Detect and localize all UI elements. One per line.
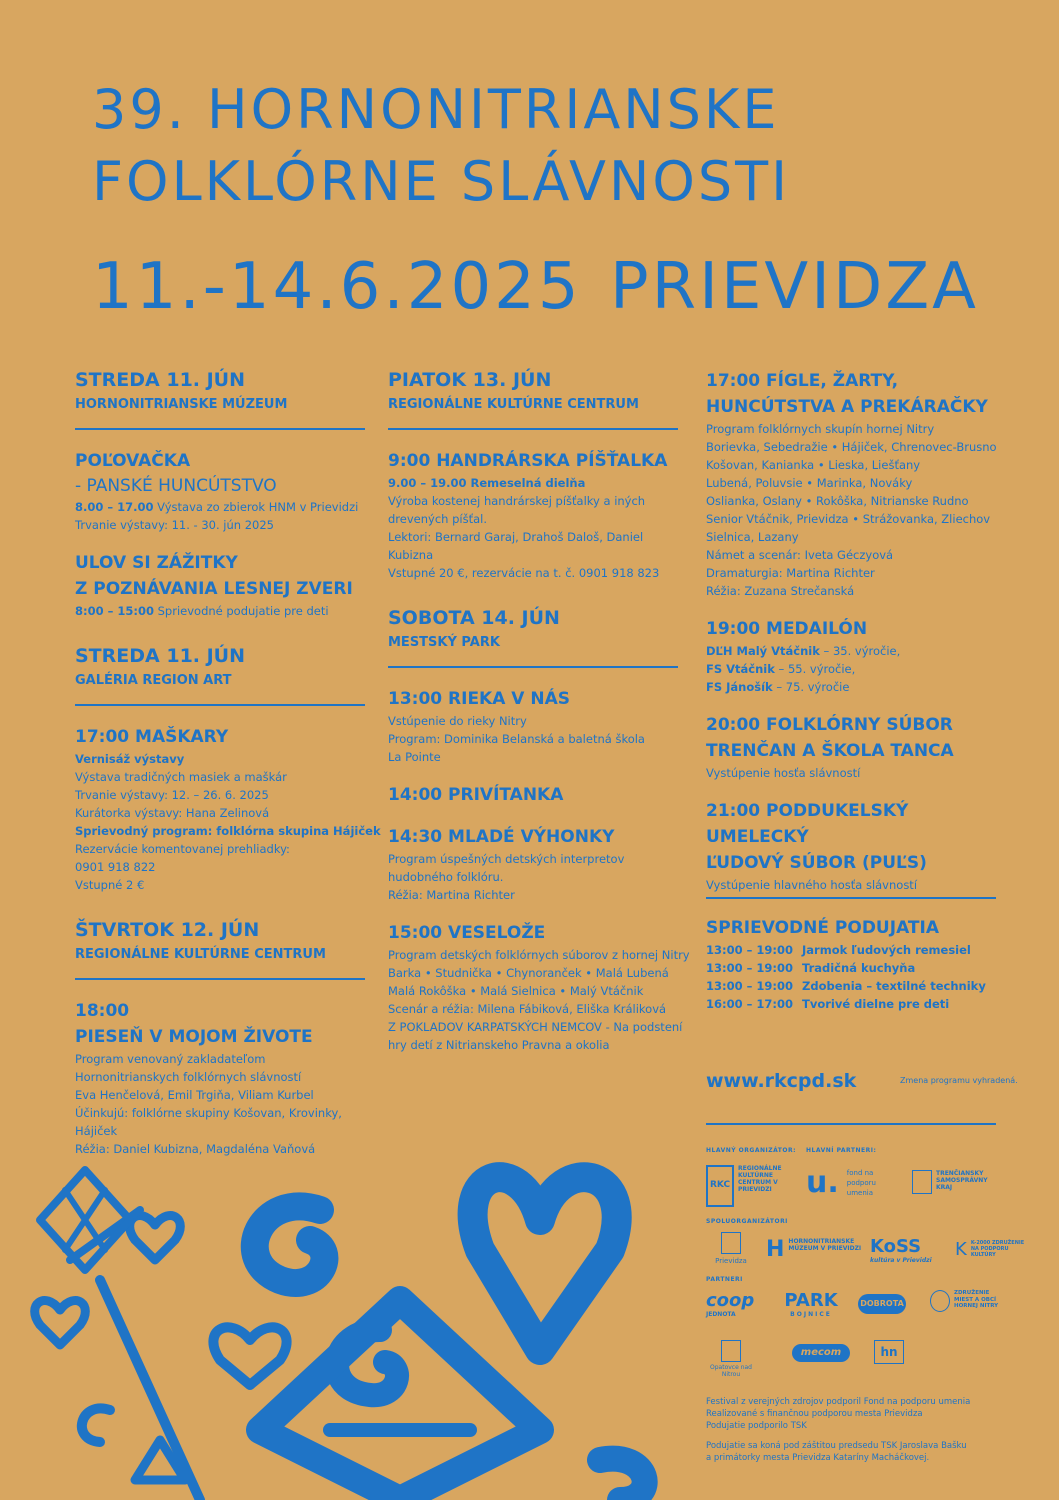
event-time: 8.00 – 17.00 bbox=[75, 500, 154, 514]
folk-ornament-decoration bbox=[0, 1130, 700, 1500]
program-change-note: Zmena programu vyhradená. bbox=[900, 1076, 1018, 1085]
event-detail: Eva Henčelová, Emil Trgiňa, Viliam Kurbel bbox=[75, 1088, 314, 1102]
spiral-ornament bbox=[600, 1459, 645, 1500]
koss-logo bbox=[870, 1238, 940, 1265]
cross-ornament bbox=[65, 1190, 105, 1250]
event-detail: Borievka, Sebedražie • Hájiček, Chrenovec-Brusno bbox=[706, 440, 997, 454]
heart-ornament bbox=[213, 1327, 286, 1385]
divider bbox=[75, 978, 365, 980]
event-detail: Vystúpenie hlavného hosťa slávností bbox=[706, 878, 918, 892]
event-title: 14:00 PRIVÍTANKA bbox=[388, 785, 564, 805]
park-mark: PARK bbox=[784, 1290, 838, 1311]
zmo-logo bbox=[930, 1290, 1010, 1312]
anniversary: – 55. výročie, bbox=[774, 662, 856, 676]
stem-ornament bbox=[100, 1280, 200, 1500]
side-event-label: Jarmok ľudových remesiel bbox=[802, 943, 971, 957]
heart-ornament bbox=[35, 1301, 86, 1345]
zmo-text: ZDRUŽENIE MIEST A OBCÍ HORNEJ NITRY bbox=[954, 1290, 999, 1309]
event-detail: Malá Rokôška • Malá Sielnica • Malý Vtáčnik bbox=[388, 984, 644, 998]
event-title: ULOV SI ZÁŽITKY bbox=[75, 553, 238, 573]
divider bbox=[75, 428, 365, 430]
day-heading: ŠTVRTOK 12. JÚN bbox=[75, 919, 260, 941]
prievidza-text: Prievidza bbox=[715, 1257, 747, 1265]
rkc-logo bbox=[706, 1165, 796, 1207]
event-detail: Vstupné 20 €, rezervácie na t. č. 0901 918 823 bbox=[388, 566, 660, 580]
event-time: 8:00 – 15:00 bbox=[75, 604, 154, 618]
co-organizers-label: SPOLUORGANIZÁTORI bbox=[706, 1218, 788, 1225]
side-event-row bbox=[706, 959, 1006, 977]
event-title: 17:00 MAŠKARY bbox=[75, 727, 229, 747]
k-mark-icon: K bbox=[955, 1239, 967, 1260]
tsk-text: TRENČIANSKY SAMOSPRÁVNY KRAJ bbox=[936, 1170, 988, 1191]
rkc-mark: RKC bbox=[706, 1165, 734, 1207]
event-detail: Lektori: Bernard Garaj, Drahoš Daloš, Daniel bbox=[388, 530, 644, 544]
event-detail: Program: Dominika Belanská a baletná škola bbox=[388, 732, 645, 746]
partners-label: PARTNERI bbox=[706, 1276, 743, 1283]
event-text: Sprievodné podujatie pre deti bbox=[153, 604, 329, 618]
event-title: 14:30 MLADÉ VÝHONKY bbox=[388, 827, 615, 847]
event-title: HUNCÚTSTVA A PREKÁRAČKY bbox=[706, 397, 988, 417]
coop-text: JEDNOTA bbox=[706, 1311, 736, 1318]
event-detail: Kurátorka výstavy: Hana Zelinová bbox=[75, 806, 270, 820]
event-title: 15:00 VESELOŽE bbox=[388, 923, 546, 943]
dobrota-logo: DOBROTA bbox=[858, 1294, 906, 1314]
fpu-text: fond na podporu umenia bbox=[846, 1169, 876, 1197]
fpu-logo bbox=[806, 1165, 896, 1200]
day-heading: PIATOK 13. JÚN bbox=[388, 369, 552, 391]
event-title: Z POZNÁVANIA LESNEJ ZVERI bbox=[75, 579, 353, 599]
divider bbox=[706, 897, 996, 899]
ensemble-name: FS Vtáčnik bbox=[706, 662, 775, 676]
event-detail: Réžia: Daniel Kubizna, Magdaléna Vaňová bbox=[75, 1142, 316, 1156]
event-title: 13:00 RIEKA V NÁS bbox=[388, 689, 571, 709]
program-column-3 bbox=[706, 368, 1006, 894]
opatovce-logo bbox=[706, 1340, 756, 1378]
funding-line: Realizované s finančnou podporou mesta Prievidza bbox=[706, 1409, 923, 1419]
koss-mark: KoSS bbox=[870, 1236, 922, 1257]
divider bbox=[75, 704, 365, 706]
website-link[interactable]: www.rkcpd.sk bbox=[706, 1070, 857, 1092]
event-detail: Program venovaný zakladateľom bbox=[75, 1052, 266, 1066]
coat-of-arms-icon bbox=[912, 1170, 932, 1194]
side-event-row bbox=[706, 977, 1006, 995]
event-detail: Námet a scenár: Iveta Géczyová bbox=[706, 548, 894, 562]
patronage-line: a primátorky mesta Prievidza Kataríny Macháčkovej. bbox=[706, 1453, 930, 1463]
anniversary: – 75. výročie bbox=[772, 680, 850, 694]
festival-city: PRIEVIDZA bbox=[610, 250, 979, 324]
heart-ornament bbox=[130, 1216, 181, 1260]
heart-ornament bbox=[473, 1177, 617, 1350]
event-detail: Sielnica, Lazany bbox=[706, 530, 799, 544]
event-detail: Z POKLADOV KARPATSKÝCH NEMCOV - Na podstení bbox=[388, 1020, 683, 1034]
spiral-ornament bbox=[255, 1206, 325, 1283]
coop-logo bbox=[706, 1292, 766, 1319]
side-event-label: Tvorivé dielne pre deti bbox=[802, 997, 950, 1011]
event-subtitle: - PANSKÉ HUNCÚTSTVO bbox=[75, 476, 277, 496]
main-organizer-label: HLAVNÝ ORGANIZÁTOR: bbox=[706, 1147, 796, 1154]
event-detail: Scenár a réžia: Milena Fábiková, Eliška Králiková bbox=[388, 1002, 667, 1016]
coat-of-arms-icon bbox=[721, 1340, 741, 1362]
event-detail bbox=[706, 660, 1006, 678]
event-time: 18:00 bbox=[75, 1001, 130, 1021]
side-events bbox=[706, 915, 1006, 1013]
park-text: BOJNICE bbox=[790, 1311, 832, 1318]
ensemble-name: FS Jánošík bbox=[706, 680, 773, 694]
title-line-1: 39. HORNONITRIANSKE bbox=[92, 78, 780, 141]
funding-line: Festival z verejných zdrojov podporil Fond na podporu umenia bbox=[706, 1397, 971, 1407]
venue: GALÉRIA REGION ART bbox=[75, 673, 232, 688]
main-partners-label: HLAVNÍ PARTNERI: bbox=[806, 1147, 877, 1154]
day-heading: STREDA 11. JÚN bbox=[75, 369, 246, 391]
event-title: 20:00 FOLKLÓRNY SÚBOR bbox=[706, 715, 953, 735]
event-title: 17:00 FÍGLE, ŽARTY, bbox=[706, 371, 899, 391]
park-logo bbox=[776, 1292, 846, 1319]
event-detail: 0901 918 822 bbox=[75, 860, 156, 874]
side-event-time: 13:00 – 19:00 bbox=[706, 961, 793, 975]
event-detail: Výroba kostenej handrárskej píšťalky a iných bbox=[388, 494, 646, 508]
coop-mark: coop bbox=[706, 1290, 755, 1311]
event-detail: Hájiček bbox=[75, 1124, 118, 1138]
event-title: 9:00 HANDRÁRSKA PÍŠŤALKA bbox=[388, 451, 668, 471]
rkc-text: REGIONÁLNE KULTÚRNE CENTRUM V PRIEVIDZI bbox=[738, 1165, 782, 1193]
event-detail: Hornonitrianskych folklórnych slávností bbox=[75, 1070, 302, 1084]
event-detail: 9.00 – 19.00 Remeselná dielňa bbox=[388, 476, 586, 490]
hnm-text: HORNONITRIANSKE MÚZEUM V PRIEVIDZI bbox=[788, 1238, 862, 1252]
side-event-label: Tradičná kuchyňa bbox=[802, 961, 916, 975]
coat-of-arms-icon bbox=[721, 1232, 741, 1254]
anniversary: – 35. výročie, bbox=[819, 644, 901, 658]
event-text: Výstava zo zbierok HNM v Prievidzi bbox=[153, 500, 359, 514]
event-detail: Trvanie výstavy: 12. – 26. 6. 2025 bbox=[75, 788, 269, 802]
event-title: TRENČAN A ŠKOLA TANCA bbox=[706, 741, 954, 761]
opatovce-text: Opatovce nad Nitrou bbox=[710, 1364, 752, 1378]
event-detail: Program úspešných detských interpretov bbox=[388, 852, 625, 866]
koss-text: kultúra v Prievidzi bbox=[870, 1257, 932, 1264]
event-detail: La Pointe bbox=[388, 750, 441, 764]
event-detail: Vstupné 2 € bbox=[75, 878, 145, 892]
venue: HORNONITRIANSKE MÚZEUM bbox=[75, 397, 288, 412]
event-detail bbox=[706, 642, 1006, 660]
event-detail: Výstava tradičných masiek a maškár bbox=[75, 770, 287, 784]
side-events-list bbox=[706, 941, 1006, 1013]
program-column-2 bbox=[388, 368, 690, 1054]
venue: MESTSKÝ PARK bbox=[388, 635, 500, 650]
event-detail bbox=[75, 602, 365, 620]
event-detail: Dramaturgia: Martina Richter bbox=[706, 566, 875, 580]
side-event-row bbox=[706, 995, 1006, 1013]
event-title: ĽUDOVÝ SÚBOR (PUĽS) bbox=[706, 853, 927, 873]
fpu-mark: u. bbox=[806, 1165, 839, 1200]
mecom-logo: mecom bbox=[792, 1344, 850, 1362]
hnm-logo bbox=[766, 1238, 866, 1262]
zmo-mark-icon bbox=[930, 1290, 950, 1312]
side-event-label: Zdobenia – textilné techniky bbox=[802, 979, 986, 993]
event-detail: Rezervácie komentovanej prehliadky: bbox=[75, 842, 290, 856]
divider bbox=[388, 428, 678, 430]
event-detail: Réžia: Zuzana Strečanská bbox=[706, 584, 855, 598]
event-detail bbox=[75, 498, 365, 516]
festival-dates: 11.-14.6.2025 bbox=[92, 250, 582, 324]
patronage-note bbox=[706, 1440, 1006, 1464]
event-title: 21:00 PODDUKELSKÝ UMELECKÝ bbox=[706, 801, 909, 847]
event-title: 19:00 MEDAILÓN bbox=[706, 619, 868, 639]
tsk-logo bbox=[912, 1170, 1002, 1194]
side-events-title: SPRIEVODNÉ PODUJATIA bbox=[706, 918, 939, 938]
event-detail: Sprievodný program: folklórna skupina Hájiček bbox=[75, 824, 381, 838]
patronage-line: Podujatie sa koná pod záštitou predsedu TSK Jaroslava Bašku bbox=[706, 1441, 967, 1451]
side-event-time: 16:00 – 17:00 bbox=[706, 997, 793, 1011]
event-detail bbox=[706, 678, 1006, 696]
event-title: PIESEŇ V MOJOM ŽIVOTE bbox=[75, 1027, 313, 1047]
side-event-time: 13:00 – 19:00 bbox=[706, 943, 793, 957]
side-event-row bbox=[706, 941, 1006, 959]
prievidza-logo bbox=[706, 1232, 756, 1266]
venue: REGIONÁLNE KULTÚRNE CENTRUM bbox=[75, 947, 326, 962]
program-column-1 bbox=[75, 368, 381, 1158]
event-detail: Vernisáž výstavy bbox=[75, 752, 185, 766]
event-detail: Účinkujú: folklórne skupiny Košovan, Krovinky, bbox=[75, 1106, 342, 1120]
event-detail: Senior Vtáčnik, Prievidza • Strážovanka, Zliechov bbox=[706, 512, 991, 526]
event-detail: Vstúpenie do rieky Nitry bbox=[388, 714, 527, 728]
event-detail: Program detských folklórnych súborov z hornej Nitry bbox=[388, 948, 690, 962]
spiral-ornament bbox=[82, 1408, 110, 1442]
event-detail: drevených píšťal. bbox=[388, 512, 487, 526]
k2000-text: K-2000 ZDRUŽENIE NA PODPORU KULTÚRY bbox=[970, 1240, 1025, 1258]
event-detail: Vystúpenie hosťa slávností bbox=[706, 766, 861, 780]
hn-logo: hn bbox=[874, 1340, 904, 1364]
hnm-mark-icon: H bbox=[766, 1237, 785, 1262]
event-detail: Barka • Studnička • Chynoranček • Malá Lubená bbox=[388, 966, 669, 980]
funding-line: Podujatie podporilo TSK bbox=[706, 1421, 807, 1431]
event-detail: Program folklórnych skupín hornej Nitry bbox=[706, 422, 935, 436]
venue: REGIONÁLNE KULTÚRNE CENTRUM bbox=[388, 397, 639, 412]
event-detail: hudobného folklóru. bbox=[388, 870, 504, 884]
event-detail: Oslianka, Oslany • Rokôška, Nitrianske Rudno bbox=[706, 494, 969, 508]
ensemble-name: DĽH Malý Vtáčnik bbox=[706, 644, 820, 658]
divider bbox=[388, 666, 678, 668]
event-detail: Trvanie výstavy: 11. - 30. jún 2025 bbox=[75, 518, 274, 532]
event-detail: Lubená, Poluvsie • Marinka, Nováky bbox=[706, 476, 913, 490]
day-heading: SOBOTA 14. JÚN bbox=[388, 607, 560, 629]
event-detail: Kubizna bbox=[388, 548, 434, 562]
diamond-ornament bbox=[260, 1300, 540, 1500]
divider bbox=[706, 1123, 996, 1125]
event-title: POĽOVAČKA bbox=[75, 451, 191, 471]
event-detail: Košovan, Kanianka • Lieska, Liešťany bbox=[706, 458, 921, 472]
k2000-logo bbox=[955, 1240, 1025, 1260]
event-detail: hry detí z Nitrianskeho Pravna a okolia bbox=[388, 1038, 610, 1052]
side-event-time: 13:00 – 19:00 bbox=[706, 979, 793, 993]
event-detail: Réžia: Martina Richter bbox=[388, 888, 515, 902]
title-line-2: FOLKLÓRNE SLÁVNOSTI bbox=[92, 150, 791, 213]
day-heading: STREDA 11. JÚN bbox=[75, 645, 246, 667]
funding-note bbox=[706, 1396, 1006, 1432]
